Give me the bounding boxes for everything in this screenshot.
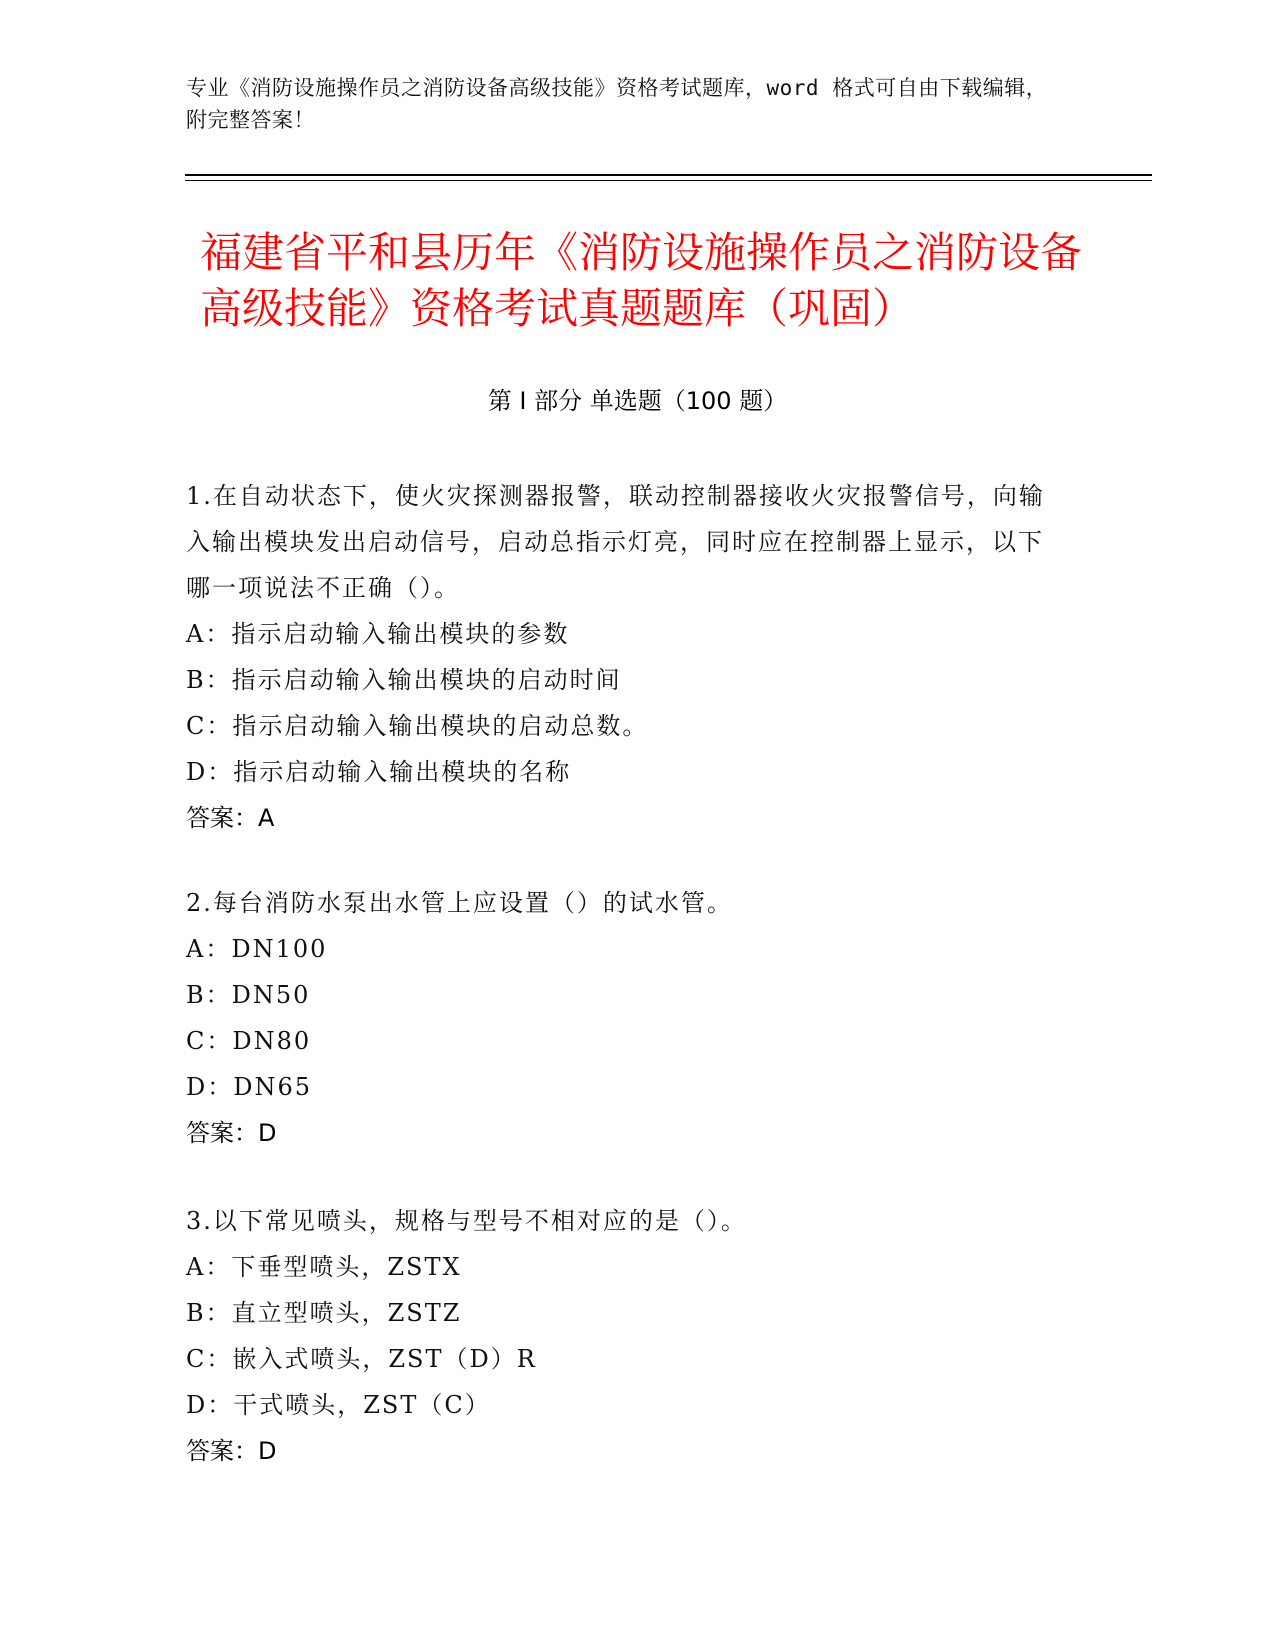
question-stem: 1.在自动状态下，使火灾探测器报警，联动控制器接收火灾报警信号，向输入输出模块发出启动信号，启动总指示灯亮，同时应在控制器上显示，以下哪一项说法不正确（）。 bbox=[186, 482, 1045, 602]
option-a: A：DN100 bbox=[186, 935, 328, 963]
header-divider-thin bbox=[185, 180, 1152, 181]
option-a: A：指示启动输入输出模块的参数 bbox=[186, 620, 570, 648]
option-d: D：指示启动输入输出模块的名称 bbox=[186, 758, 572, 786]
option-b: B：直立型喷头，ZSTZ bbox=[186, 1299, 462, 1327]
question-stem: 3.以下常见喷头，规格与型号不相对应的是（）。 bbox=[186, 1207, 747, 1235]
header-note: 专业《消防设施操作员之消防设备高级技能》资格考试题库，word 格式可自由下载编辑，附完整答案！ bbox=[186, 76, 1048, 132]
option-d: D：干式喷头，ZST（C） bbox=[186, 1391, 491, 1419]
header-divider-thick bbox=[185, 174, 1152, 176]
option-b: B：DN50 bbox=[186, 981, 311, 1009]
answer: 答案：D bbox=[186, 1119, 277, 1147]
answer: 答案：D bbox=[186, 1437, 277, 1465]
section-heading: 第 I 部分 单选题（100 题） bbox=[487, 387, 788, 415]
answer: 答案：A bbox=[186, 804, 275, 832]
option-c: C：DN80 bbox=[186, 1027, 312, 1055]
question-1 bbox=[186, 473, 1066, 841]
option-c: C：指示启动输入输出模块的启动总数。 bbox=[186, 712, 649, 740]
question-2 bbox=[186, 880, 1066, 1156]
option-d: D：DN65 bbox=[186, 1073, 313, 1101]
option-a: A：下垂型喷头，ZSTX bbox=[186, 1253, 462, 1281]
question-3 bbox=[186, 1198, 1066, 1474]
question-stem: 2.每台消防水泵出水管上应设置（）的试水管。 bbox=[186, 889, 733, 917]
document-title: 福建省平和县历年《消防设施操作员之消防设备高级技能》资格考试真题题库（巩固） bbox=[200, 228, 1083, 333]
option-c: C：嵌入式喷头，ZST（D）R bbox=[186, 1345, 537, 1373]
option-b: B：指示启动输入输出模块的启动时间 bbox=[186, 666, 622, 694]
